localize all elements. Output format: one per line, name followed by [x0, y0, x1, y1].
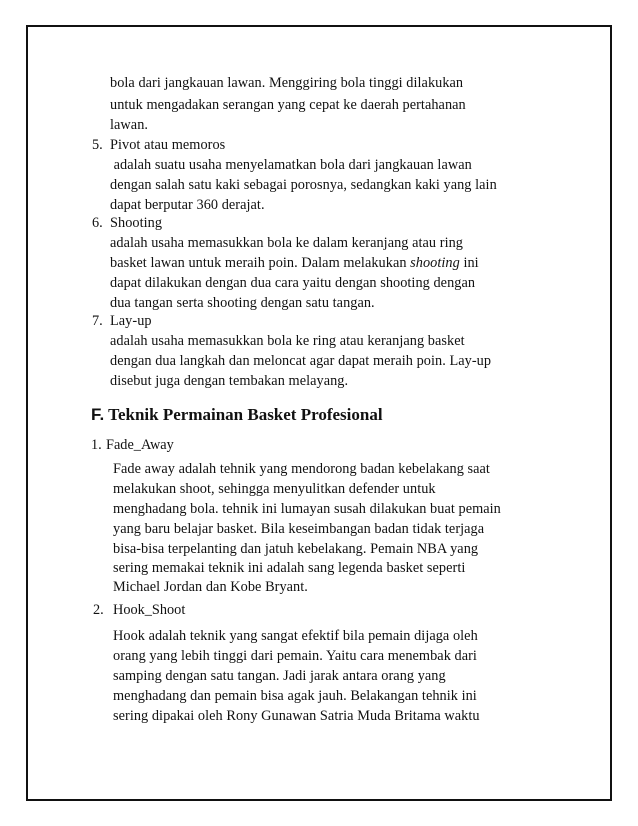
- text-line: untuk mengadakan serangan yang cepat ke daerah pertahanan: [110, 97, 466, 113]
- text-line: dengan salah satu kaki sebagai porosnya, sedangkan kaki yang lain: [110, 177, 497, 193]
- text-line: dua tangan serta shooting dengan satu tangan.: [110, 295, 375, 311]
- text-line: yang baru belajar basket. Bila keseimbangan badan tidak terjaga: [113, 521, 485, 537]
- text-line: dapat dilakukan dengan dua cara yaitu dengan shooting dengan: [110, 275, 476, 291]
- list-item-title: Pivot atau memoros: [110, 137, 226, 153]
- text-line: bisa-bisa terpelanting dan jatuh kebelakang. Pemain NBA yang: [113, 541, 479, 557]
- text-line: samping dengan satu tangan. Jadi jarak antara orang yang: [113, 668, 446, 684]
- section-title: Teknik Permainan Basket Profesional: [104, 405, 383, 424]
- text-line: sering memakai teknik ini adalah sang legenda basket seperti: [113, 560, 466, 576]
- text-line: sering dipakai oleh Rony Gunawan Satria Muda Britama waktu: [113, 708, 480, 724]
- text-line: dengan dua langkah dan meloncat agar dapat meraih poin. Lay-up: [110, 353, 492, 369]
- text-line: bola dari jangkauan lawan. Menggiring bola tinggi dilakukan: [110, 75, 464, 91]
- section-heading: [91, 405, 383, 425]
- text-line: Fade away adalah tehnik yang mendorong badan kebelakang saat: [113, 461, 490, 477]
- section-letter: F.: [91, 405, 105, 424]
- text-line: adalah usaha memasukkan bola ke dalam keranjang atau ring: [110, 235, 463, 251]
- text-line: Michael Jordan dan Kobe Bryant.: [113, 579, 308, 595]
- subsection-number: 1.: [91, 437, 102, 453]
- text-line: adalah suatu usaha menyelamatkan bola dari jangkauan lawan: [110, 157, 472, 173]
- text-line: orang yang lebih tinggi dari pemain. Yaitu cara menembak dari: [113, 648, 477, 664]
- text-segment: basket lawan untuk meraih poin. Dalam melakukan: [110, 255, 407, 271]
- text-line: menghadang bola. tehnik ini lumayan susah dilakukan buat pemain: [113, 501, 501, 517]
- text-line: adalah usaha memasukkan bola ke ring atau keranjang basket: [110, 333, 465, 349]
- list-number: 7.: [92, 313, 103, 329]
- text-line: melakukan shoot, sehingga menyulitkan defender untuk: [113, 481, 436, 497]
- text-line: lawan.: [110, 117, 149, 133]
- list-number: 6.: [92, 215, 103, 231]
- text-line: menghadang dan pemain bisa agak jauh. Belakangan tehnik ini: [113, 688, 477, 704]
- text-line: dapat berputar 360 derajat.: [110, 197, 265, 213]
- text-segment: ini: [459, 255, 479, 271]
- list-number: 5.: [92, 137, 103, 153]
- subsection-number: 2.: [93, 602, 104, 618]
- text-line: Hook adalah teknik yang sangat efektif bila pemain dijaga oleh: [113, 628, 478, 644]
- text-line: [110, 254, 479, 272]
- subsection-title: Hook_Shoot: [113, 602, 186, 618]
- subsection-title: Fade_Away: [106, 437, 174, 453]
- italic-term: shooting: [410, 255, 460, 271]
- list-item-title: Shooting: [110, 215, 163, 231]
- list-item-title: Lay-up: [110, 313, 152, 329]
- text-line: disebut juga dengan tembakan melayang.: [110, 373, 349, 389]
